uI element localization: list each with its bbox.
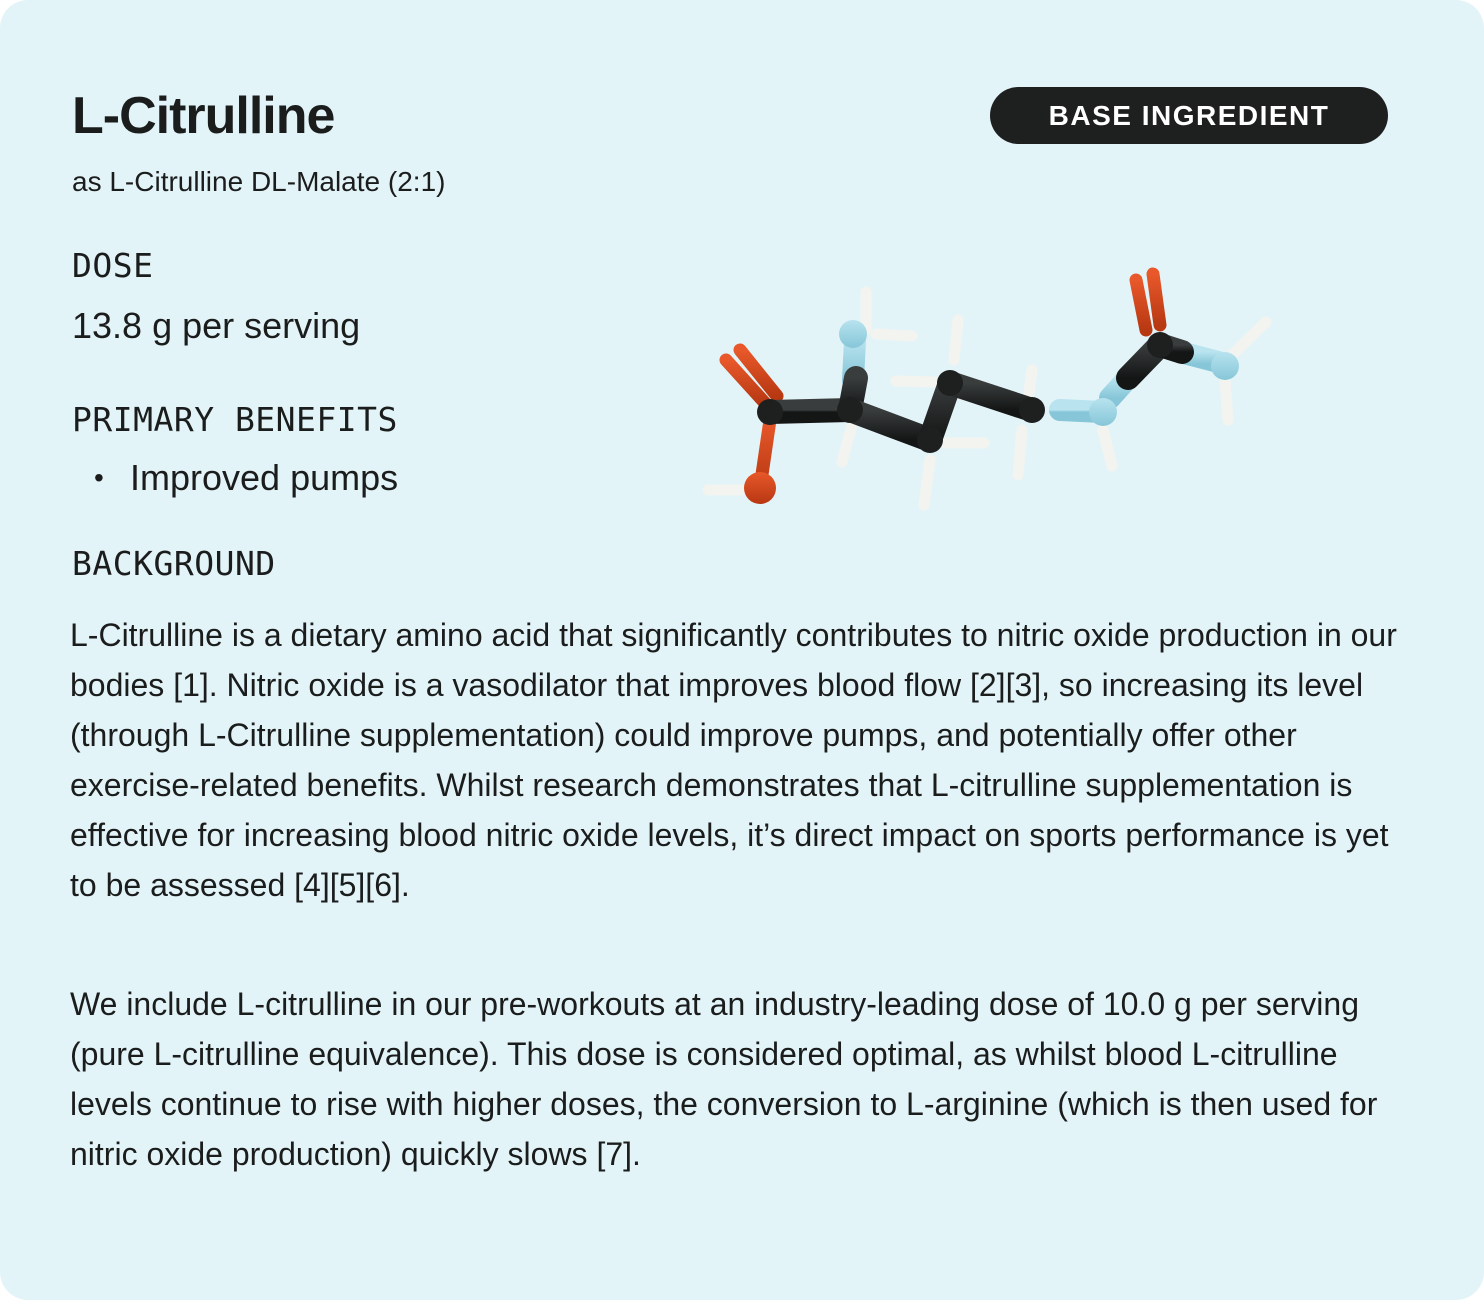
bullet-icon: • <box>94 462 104 493</box>
primary-benefits-label: PRIMARY BENEFITS <box>72 400 398 439</box>
benefit-text: Improved pumps <box>130 457 399 498</box>
dose-label: DOSE <box>72 246 154 285</box>
base-ingredient-badge: BASE INGREDIENT <box>990 87 1388 144</box>
background-paragraph-1: L-Citrulline is a dietary amino acid that significantly contributes to nitric oxide production in our bodies [1]. Nitric oxide is a vasodilator that improves blood flow [2][3], so increasing its level (through L-Citrulline supplementation) could improve pumps, and potentially offer other exercise-related benefits. Whilst research demonstrates that L-citrulline supplementation is effective for increasing blood nitric oxide levels, it’s direct impact on sports performance is yet to be assessed [4][5][6]. <box>70 617 1397 903</box>
benefit-item <box>72 456 398 500</box>
ingredient-subtitle: as L-Citrulline DL-Malate (2:1) <box>72 166 446 197</box>
molecule-ball-and-stick-icon <box>690 255 1290 525</box>
background-label: BACKGROUND <box>72 544 276 583</box>
ingredient-title: L-Citrulline <box>72 87 335 145</box>
background-paragraph-2: We include L-citrulline in our pre-workouts at an industry-leading dose of 10.0 g per serving (pure L-citrulline equivalence). This dose is considered optimal, as whilst blood L-citrulline levels continue to rise with higher doses, the conversion to L-arginine (which is then used for nitric oxide production) quickly slows [7]. <box>70 986 1378 1172</box>
dose-value: 13.8 g per serving <box>72 305 361 346</box>
benefits-list <box>72 456 398 500</box>
